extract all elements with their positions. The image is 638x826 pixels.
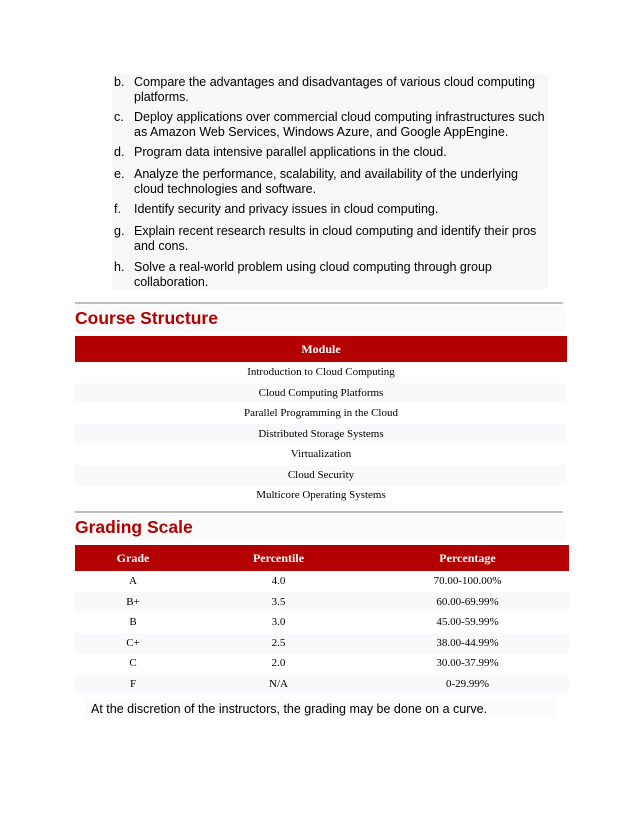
table-row: [75, 674, 569, 695]
percentage-cell: 60.00-69.99%: [366, 592, 569, 613]
percentile-cell: 2.5: [191, 633, 366, 654]
objective-letter: g.: [114, 224, 125, 238]
objective-letter: e.: [114, 167, 125, 181]
grade-cell: C+: [75, 633, 191, 654]
percentage-column-header: Percentage: [366, 545, 569, 571]
table-row: [75, 444, 567, 465]
grade-cell: C: [129, 657, 137, 670]
percentile-cell: 3.0: [271, 616, 286, 629]
objective-letter: f.: [114, 202, 121, 216]
section-divider: [75, 302, 563, 304]
objective-text: Deploy applications over commercial cloud computing infrastructures such as Amazon Web Services, Windows Azure, and Google AppEngine.: [134, 110, 545, 139]
table-row: [75, 485, 567, 506]
table-row: [75, 403, 567, 424]
percentage-cell: 30.00-37.99%: [436, 657, 499, 670]
module-cell: Cloud Computing Platforms: [75, 383, 567, 404]
table-row: [75, 612, 569, 633]
table-row: [75, 362, 567, 383]
table-row: [75, 653, 569, 674]
module-cell: Distributed Storage Systems: [75, 424, 567, 445]
percentile-cell: N/A: [191, 674, 366, 695]
module-cell: Introduction to Cloud Computing: [247, 366, 395, 379]
objective-text: Identify security and privacy issues in cloud computing.: [134, 202, 439, 216]
grading-scale-title: Grading Scale: [75, 517, 193, 537]
module-column-header: Module: [75, 336, 567, 362]
module-cell: Multicore Operating Systems: [256, 489, 386, 502]
percentile-cell: 4.0: [271, 575, 286, 588]
table-header-row: [75, 545, 569, 571]
objective-text: Analyze the performance, scalability, and availability of the underlying cloud technologies and software.: [134, 167, 519, 196]
module-cell: Virtualization: [290, 448, 352, 461]
objective-letter: b.: [114, 75, 125, 89]
objective-text: Program data intensive parallel applications in the cloud.: [134, 145, 447, 159]
grade-cell: B+: [75, 592, 191, 613]
percentage-cell: 45.00-59.99%: [436, 616, 499, 629]
grade-cell: F: [75, 674, 191, 695]
module-cell: Parallel Programming in the Cloud: [244, 407, 398, 420]
course-structure-title: Course Structure: [75, 308, 218, 328]
grade-cell: A: [129, 575, 137, 588]
table-row: [75, 424, 567, 445]
module-cell: Cloud Security: [75, 465, 567, 486]
grading-scale-table: [75, 545, 569, 694]
objective-text: Explain recent research results in cloud computing and identify their pros and cons.: [134, 224, 537, 253]
grading-note-text: At the discretion of the instructors, the grading may be done on a curve.: [91, 702, 488, 716]
table-row: [75, 383, 567, 404]
course-structure-table: [75, 336, 567, 506]
section-divider: [75, 511, 563, 513]
grading-note: [85, 700, 556, 716]
grade-cell: B: [129, 616, 137, 629]
table-row: [75, 633, 569, 654]
objective-text: Compare the advantages and disadvantages of various cloud computing platforms.: [134, 75, 535, 104]
percentile-cell: 2.0: [271, 657, 286, 670]
table-row: [75, 571, 569, 592]
objective-letter: c.: [114, 110, 124, 124]
grade-column-header: Grade: [75, 545, 191, 571]
percentage-cell: 0-29.99%: [366, 674, 569, 695]
percentage-cell: 38.00-44.99%: [366, 633, 569, 654]
objective-text: Solve a real-world problem using cloud computing through group collaboration.: [134, 260, 492, 289]
objective-letter: d.: [114, 145, 125, 159]
objective-letter: h.: [114, 260, 125, 274]
table-row: [75, 465, 567, 486]
percentage-cell: 70.00-100.00%: [433, 575, 502, 588]
percentile-cell: 3.5: [191, 592, 366, 613]
percentile-column-header: Percentile: [191, 545, 366, 571]
table-header-row: [75, 336, 567, 362]
objectives-list: [112, 74, 548, 289]
table-row: [75, 592, 569, 613]
